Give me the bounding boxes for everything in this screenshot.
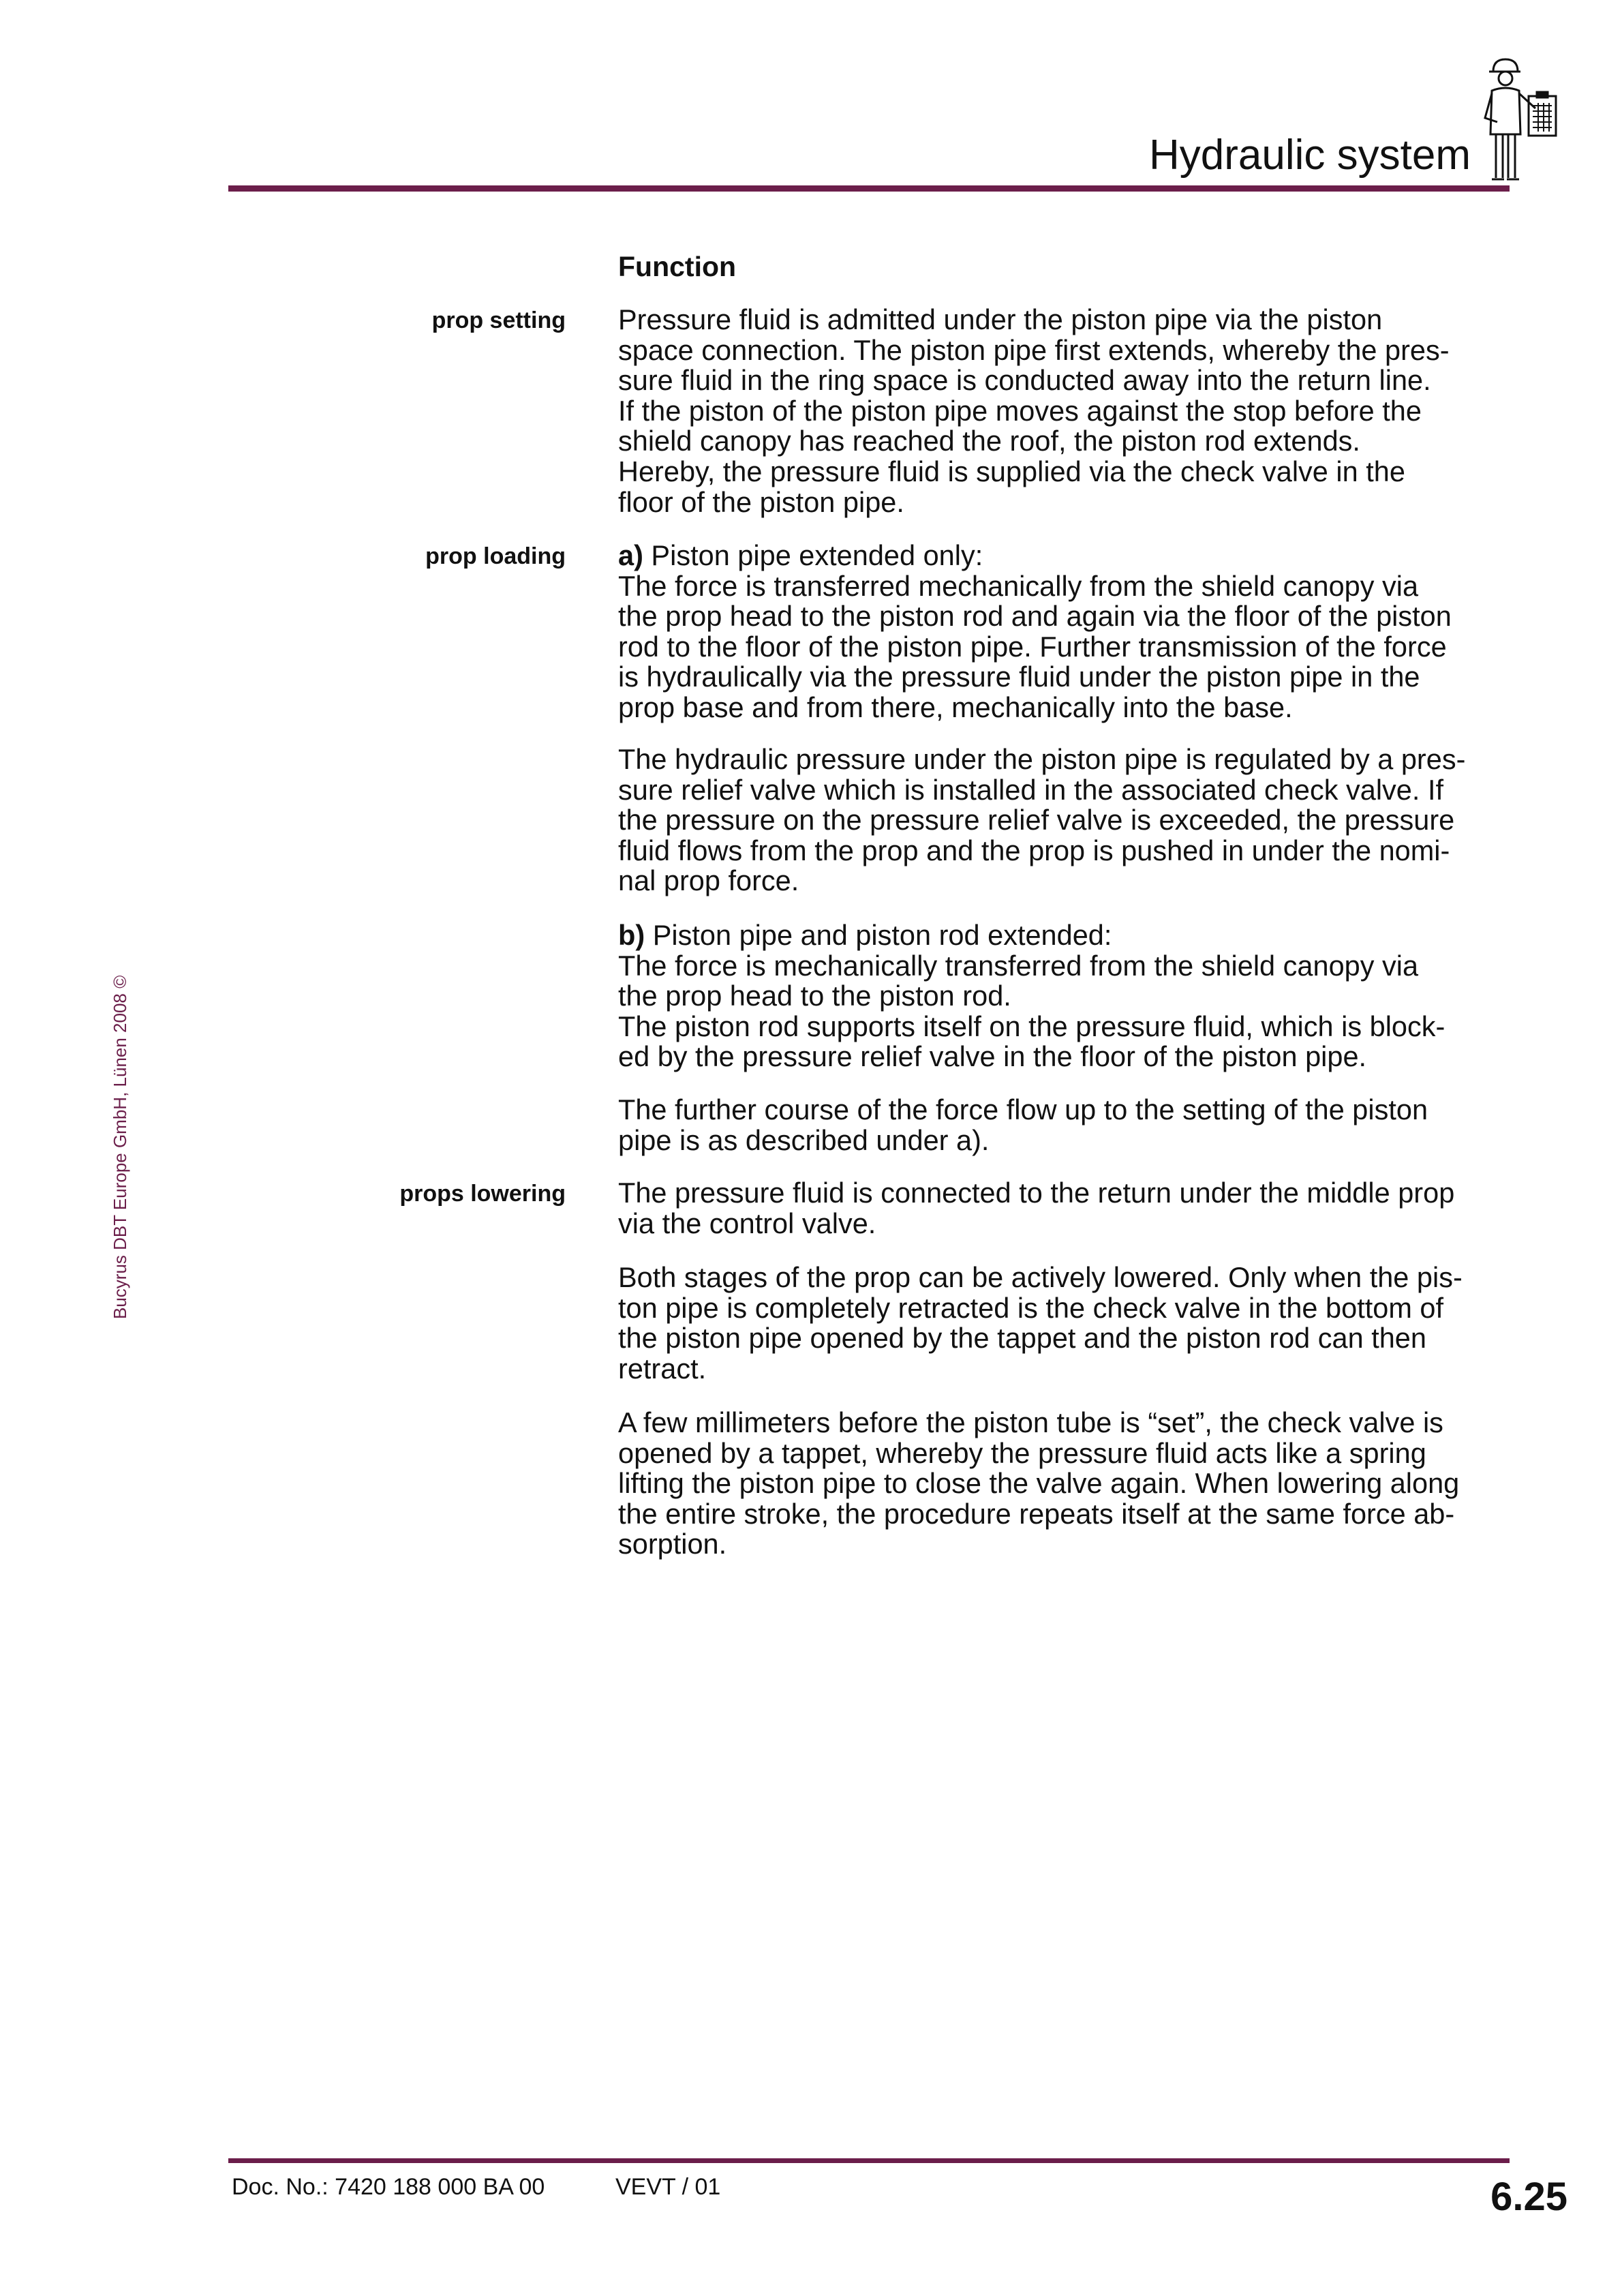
paragraph-props-lowering-2: Both stages of the prop can be actively lowered. Only when the pis- ton pipe is completely retracted is the check valve in the bottom of the piston pipe opened by the tappet and the piston rod can then retract. (618, 1261, 1463, 1385)
paragraph-prop-loading-b (618, 920, 1511, 1072)
label-props-lowering: props lowering (399, 1181, 566, 1207)
page-header-title: Hydraulic system (1149, 132, 1471, 179)
label-prop-loading: prop loading (425, 543, 566, 569)
paragraph-prop-loading-b-text: Piston pipe and piston rod extended: The force is mechanically transferred from the shield canopy via the prop head to the piston rod. The piston rod supports itself on the pressure fluid, which is block- ed by the pressure relief valve in the floor of the piston pipe. (618, 919, 1445, 1073)
label-prop-setting: prop setting (431, 307, 566, 333)
technician-icon (1475, 51, 1567, 187)
paragraph-pressure-relief: The hydraulic pressure under the piston pipe is regulated by a pres- sure relief valve which is installed in the associated check valve. If the pressure on the pressure relief valve is exceeded, the pressure fluid flows from the prop and the prop is pushed in under the nomi- nal prop force. (618, 743, 1466, 897)
paragraph-props-lowering-1: The pressure fluid is connected to the return under the middle prop via the control valve. (618, 1177, 1455, 1239)
copyright-text: Bucyrus DBT Europe GmbH, Lünen 2008 (110, 993, 130, 1319)
paragraph-prop-loading-a (618, 541, 1511, 723)
header-divider (228, 185, 1510, 192)
copyright-symbol: © (110, 975, 130, 988)
paragraph-prop-loading-a-text: Piston pipe extended only: The force is transferred mechanically from the shield canopy via the prop head to the piston rod and again via the floor of the piston rod to the floor of the piston pipe. Further transmission of the force is hydraulically via the pressure fluid under the piston pipe in the prop base and from there, mechanically into the base. (618, 539, 1452, 723)
footer-revision: VEVT / 01 (615, 2174, 721, 2200)
copyright-notice (109, 976, 131, 1319)
item-marker-a: a) (618, 539, 643, 571)
footer-doc-number: Doc. No.: 7420 188 000 BA 00 (232, 2174, 545, 2200)
footer-divider (228, 2158, 1510, 2163)
section-title: Function (618, 251, 737, 282)
paragraph-prop-setting: Pressure fluid is admitted under the piston pipe via the piston space connection. The piston pipe first extends, whereby the pres- sure fluid in the ring space is conducted away into the return line. If the piston of the piston pipe moves against the stop before the shield canopy has reached the roof, the piston rod extends. Hereby, the pressure fluid is supplied via the check valve in the floor of the piston pipe. (618, 303, 1450, 518)
paragraph-further-course: The further course of the force flow up to the setting of the piston pipe is as described under a). (618, 1093, 1428, 1156)
item-marker-b: b) (618, 919, 645, 951)
paragraph-props-lowering-3: A few millimeters before the piston tube is “set”, the check valve is opened by a tappet, whereby the pressure fluid acts like a spring lifting the piston pipe to close the valve again. When lowering along the entire stroke, the procedure repeats itself at the same force ab- sorption. (618, 1406, 1460, 1560)
page-number: 6.25 (1490, 2175, 1567, 2219)
